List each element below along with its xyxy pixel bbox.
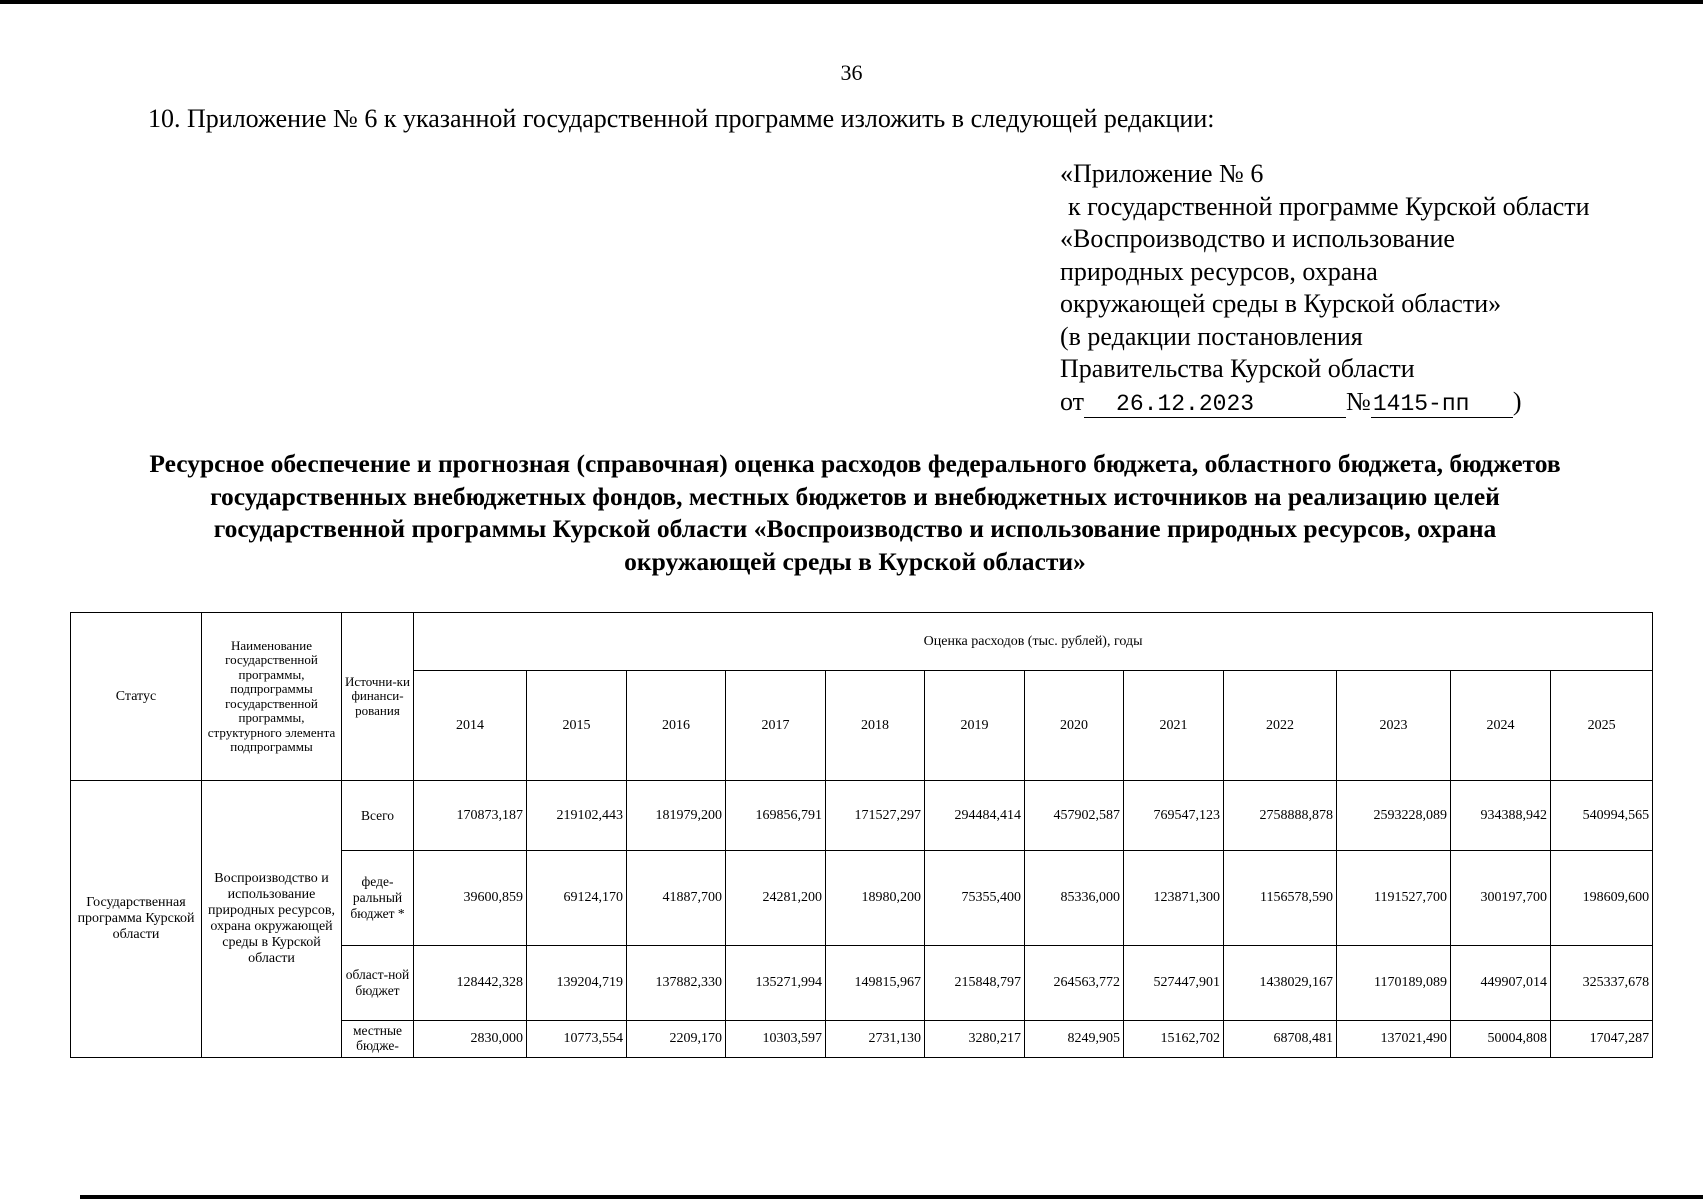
value-cell: 169856,791: [726, 781, 826, 851]
table-row: [71, 781, 1653, 851]
appendix-line: природных ресурсов, охрана: [1060, 256, 1378, 286]
value-cell: 8249,905: [1025, 1021, 1124, 1058]
value-cell: 219102,443: [527, 781, 627, 851]
value-cell: 69124,170: [527, 851, 627, 946]
value-cell: 769547,123: [1124, 781, 1224, 851]
value-cell: 300197,700: [1451, 851, 1551, 946]
appendix-line: «Приложение № 6: [1060, 159, 1264, 188]
page-number: 36: [840, 60, 863, 85]
value-cell: 215848,797: [925, 946, 1025, 1021]
year-header: 2024: [1451, 671, 1551, 781]
program-name-cell: Воспроизводство и использование природных ресурсов, охрана окружающей среды в Курской области: [202, 781, 342, 1058]
status-cell: Государственная программа Курской области: [71, 781, 202, 1058]
value-cell: 2830,000: [414, 1021, 527, 1058]
header-estimate: Оценка расходов (тыс. рублей), годы: [414, 613, 1653, 671]
value-cell: 2209,170: [627, 1021, 726, 1058]
value-cell: 10303,597: [726, 1021, 826, 1058]
year-header: 2019: [925, 671, 1025, 781]
year-header: 2025: [1551, 671, 1653, 781]
resolution-date: 26.12.2023: [1084, 391, 1346, 418]
value-cell: 294484,414: [925, 781, 1025, 851]
source-cell: местные бюдже-: [342, 1021, 414, 1058]
value-cell: 2758888,878: [1224, 781, 1337, 851]
header-sources: Источни-ки финанси-рования: [342, 613, 414, 781]
appendix-block: [1060, 158, 1700, 418]
title-line: Ресурсное обеспечение и прогнозная (справочная) оценка расходов федерального бюджета, областного бюджета, бюджетов: [149, 449, 1561, 478]
signature-line: [1060, 386, 1700, 419]
header-status: Статус: [71, 613, 202, 781]
year-header: 2020: [1025, 671, 1124, 781]
value-cell: 135271,994: [726, 946, 826, 1021]
value-cell: 1438029,167: [1224, 946, 1337, 1021]
intro-paragraph: 10. Приложение № 6 к указанной государственной программе изложить в следующей редакции:: [148, 104, 1215, 133]
year-header: 2015: [527, 671, 627, 781]
source-cell: област-ной бюджет: [342, 946, 414, 1021]
source-cell: феде-ральный бюджет *: [342, 851, 414, 946]
number-label: №: [1346, 386, 1371, 416]
value-cell: 934388,942: [1451, 781, 1551, 851]
value-cell: 2593228,089: [1337, 781, 1451, 851]
value-cell: 128442,328: [414, 946, 527, 1021]
value-cell: 75355,400: [925, 851, 1025, 946]
value-cell: 41887,700: [627, 851, 726, 946]
year-header: 2016: [627, 671, 726, 781]
value-cell: 85336,000: [1025, 851, 1124, 946]
from-label: от: [1060, 386, 1085, 416]
value-cell: 123871,300: [1124, 851, 1224, 946]
year-header: 2014: [414, 671, 527, 781]
year-header: 2023: [1337, 671, 1451, 781]
value-cell: 18980,200: [826, 851, 925, 946]
year-header: 2017: [726, 671, 826, 781]
value-cell: 170873,187: [414, 781, 527, 851]
value-cell: 1156578,590: [1224, 851, 1337, 946]
year-header: 2022: [1224, 671, 1337, 781]
appendix-line: (в редакции постановления: [1060, 321, 1363, 351]
value-cell: 50004,808: [1451, 1021, 1551, 1058]
value-cell: 2731,130: [826, 1021, 925, 1058]
value-cell: 457902,587: [1025, 781, 1124, 851]
value-cell: 198609,600: [1551, 851, 1653, 946]
value-cell: 540994,565: [1551, 781, 1653, 851]
appendix-line: к государственной программе Курской области: [1068, 191, 1590, 221]
value-cell: 68708,481: [1224, 1021, 1337, 1058]
year-header: 2021: [1124, 671, 1224, 781]
value-cell: 449907,014: [1451, 946, 1551, 1021]
value-cell: 15162,702: [1124, 1021, 1224, 1058]
value-cell: 264563,772: [1025, 946, 1124, 1021]
title-line: государственной программы Курской области «Воспроизводство и использование природных ресурсов, охрана: [213, 514, 1497, 543]
resolution-number: 1415-пп: [1371, 391, 1513, 418]
value-cell: 171527,297: [826, 781, 925, 851]
value-cell: 139204,719: [527, 946, 627, 1021]
value-cell: 527447,901: [1124, 946, 1224, 1021]
value-cell: 137021,490: [1337, 1021, 1451, 1058]
value-cell: 325337,678: [1551, 946, 1653, 1021]
value-cell: 137882,330: [627, 946, 726, 1021]
year-header: 2018: [826, 671, 925, 781]
header-row: [71, 613, 1653, 671]
value-cell: 149815,967: [826, 946, 925, 1021]
header-name: Наименование государственной программы, подпрограммы государственной программы, структурного элемента подпрограммы: [202, 613, 342, 781]
value-cell: 3280,217: [925, 1021, 1025, 1058]
value-cell: 1170189,089: [1337, 946, 1451, 1021]
value-cell: 181979,200: [627, 781, 726, 851]
closing-parenthesis: ): [1512, 386, 1522, 416]
appendix-line: окружающей среды в Курской области»: [1060, 289, 1502, 318]
appendix-line: Правительства Курской области: [1060, 354, 1415, 383]
page-frame-bottom: [80, 1195, 1703, 1199]
appendix-line: «Воспроизводство и использование: [1060, 224, 1455, 253]
document-title: [60, 448, 1650, 578]
value-cell: 10773,554: [527, 1021, 627, 1058]
source-cell: Всего: [342, 781, 414, 851]
budget-table: [70, 612, 1653, 1058]
value-cell: 1191527,700: [1337, 851, 1451, 946]
value-cell: 39600,859: [414, 851, 527, 946]
page-frame-top: [0, 0, 1703, 4]
title-line: государственных внебюджетных фондов, местных бюджетов и внебюджетных источников на реализацию целей: [210, 481, 1500, 511]
title-line: окружающей среды в Курской области»: [624, 546, 1086, 576]
value-cell: 24281,200: [726, 851, 826, 946]
value-cell: 17047,287: [1551, 1021, 1653, 1058]
